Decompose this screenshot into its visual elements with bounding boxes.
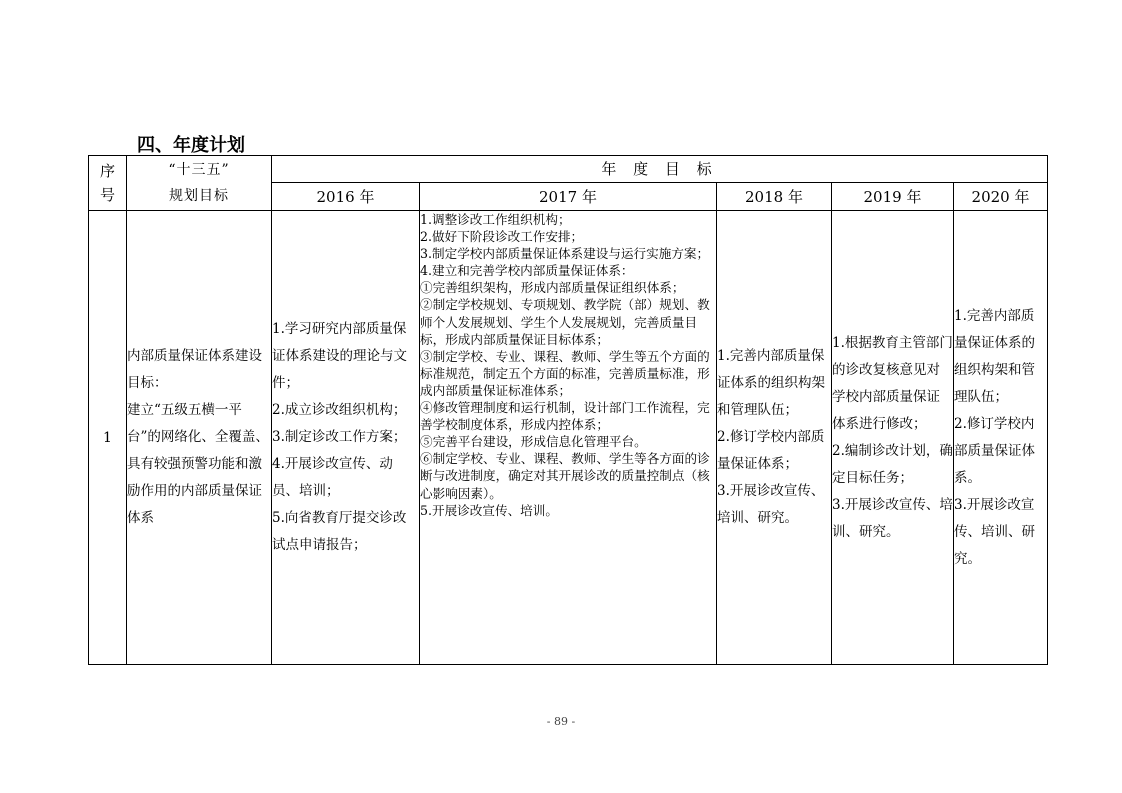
plan-goal-cell <box>127 211 272 665</box>
goal-2017-cell <box>420 211 717 665</box>
plan-goal-header-bottom: 规划目标 <box>169 188 229 204</box>
section-title: 四、年度计划 <box>137 135 245 156</box>
year-header-2018: 2018 年 <box>717 183 832 211</box>
goal-2016-item: 5.向省教育厅提交诊改试点申请报告； <box>272 510 407 553</box>
year-header-2017: 2017 年 <box>420 183 717 211</box>
goal-2017-item: 5.开展诊改宣传、培训。 <box>420 502 558 518</box>
goal-2018-item: 2.修订学校内部质量保证体系； <box>717 429 825 472</box>
goal-2017-item: 2.做好下阶段诊改工作安排； <box>420 229 584 245</box>
goal-2017-item: ⑤完善平台建设，形成信息化管理平台。 <box>420 434 647 450</box>
plan-goal-header-top: “十三五” <box>168 162 230 178</box>
goal-2019-item: 3.开展诊改宣传、培训、研究。 <box>832 496 953 540</box>
goal-2017-item: ③制定学校、专业、课程、教师、学生等五个方面的标准规范，制定五个方面的标准，完善质量标准，形成内部质量保证标准体系； <box>420 348 710 398</box>
header-row-1 <box>89 156 1048 183</box>
table-row <box>89 211 1048 665</box>
year-header-2016: 2016 年 <box>272 183 420 211</box>
goal-2020-item: 1.完善内部质量保证体系的组织构架和管理队伍； <box>954 307 1035 405</box>
goal-2019-cell <box>832 211 954 665</box>
goal-2017-item: ⑥制定学校、专业、课程、教师、学生等各方面的诊断与改进制度，确定对其开展诊改的质量控制点（核心影响因素）。 <box>420 451 710 501</box>
goal-2016-cell <box>272 211 420 665</box>
plan-goal-line: 内部质量保证体系建设目标： <box>127 348 262 391</box>
row-seq: 1 <box>89 211 127 665</box>
seq-header-top: 序 <box>99 162 115 180</box>
goal-2016-item: 3.制定诊改工作方案； <box>272 429 407 445</box>
goal-2020-cell <box>954 211 1048 665</box>
goal-2019-item: 1.根据教育主管部门的诊改复核意见对学校内部质量保证体系进行修改； <box>832 334 953 432</box>
goal-2018-item: 1.完善内部质量保证体系的组织构架和管理队伍； <box>717 348 825 418</box>
goal-2018-cell <box>717 211 832 665</box>
goal-2020-item: 3.开展诊改宣传、培训、研究。 <box>954 496 1035 567</box>
goal-2017-item: ②制定学校规划、专项规划、教学院（部）规划、教师个人发展规划、学生个人发展规划，完善质量目标，形成内部质量保证目标体系； <box>420 297 710 347</box>
goal-2016-item: 4.开展诊改宣传、动员、培训； <box>272 456 393 499</box>
goal-2017-item: 1.调整诊改工作组织机构； <box>420 212 571 227</box>
goal-2016-item: 2.成立诊改组织机构； <box>272 402 407 418</box>
goal-2018-item: 3.开展诊改宣传、培训、研究。 <box>717 483 825 526</box>
seq-header <box>89 156 127 211</box>
goal-2017-item: ①完善组织架构，形成内部质量保证组织体系； <box>420 280 685 296</box>
plan-goal-line: 建立“五级五横一平台”的网络化、全覆盖、具有较强预警功能和激励作用的内部质量保证体系 <box>127 402 269 526</box>
seq-header-bottom: 号 <box>99 186 115 204</box>
annual-plan-table <box>88 155 1048 665</box>
page-number: - 89 - <box>546 715 576 728</box>
goal-2017-item: 3.制定学校内部质量保证体系建设与运行实施方案； <box>420 246 710 262</box>
goal-2016-item: 1.学习研究内部质量保证体系建设的理论与文件； <box>272 321 407 391</box>
goal-2020-item: 2.修订学校内部质量保证体系。 <box>954 415 1035 486</box>
plan-goal-header <box>127 156 272 211</box>
goal-2019-item: 2.编制诊改计划，确定目标任务； <box>832 442 953 486</box>
goal-2017-item: ④修改管理制度和运行机制，设计部门工作流程，完善学校制度体系，形成内控体系； <box>420 400 710 433</box>
goal-2017-item: 4.建立和完善学校内部质量保证体系： <box>420 263 634 279</box>
year-header-2020: 2020 年 <box>954 183 1048 211</box>
annual-goal-header: 年 度 目 标 <box>272 156 1048 183</box>
year-header-2019: 2019 年 <box>832 183 954 211</box>
